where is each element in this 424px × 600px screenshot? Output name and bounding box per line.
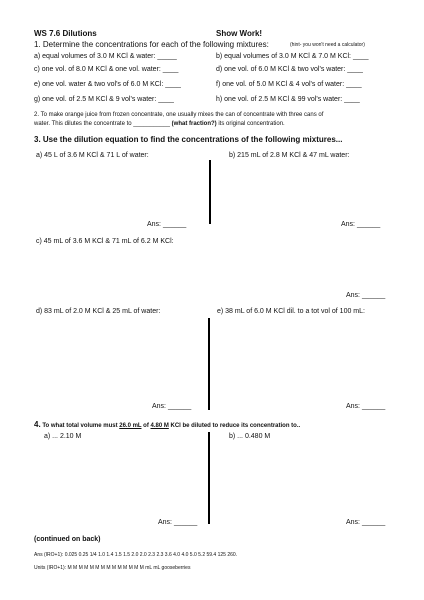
q1-item-e: e) one vol. water & two vol's of 6.0 M KCl: ____ (34, 81, 181, 88)
q1-hint: (hint- you won't need a calculator) (290, 42, 365, 48)
answer-key-line: Ans (IRO+1): 0.025 0.25 1/4 1.0 1.4 1.5 1.5 2.0 2.0 2.3 2.3 3.6 4.0 4.0 5.0 5.2 59.4 125 260. (34, 552, 238, 558)
q3-de-divider (208, 318, 210, 410)
q4-ab-divider (208, 432, 210, 524)
q3-c-answer: Ans: ______ (346, 292, 386, 299)
q3-ab-divider (209, 160, 211, 224)
continued-on-back: (continued on back) (34, 536, 101, 543)
q3-e-answer: Ans: ______ (346, 403, 386, 410)
q3-item-d: d) 83 mL of 2.0 M KCl & 25 mL of water: (36, 308, 161, 315)
q2-line-1: 2. To make orange juice from frozen concentrate, one usually mixes the can of concentrate with three cans of (34, 112, 324, 118)
q2-line-2-start: water. This dilutes the concentrate to ___________ (34, 121, 170, 127)
q1-item-b: b) equal volumes of 3.0 M KCl & 7.0 M KCl: ____ (216, 53, 369, 60)
q1-item-a: a) equal volumes of 3.0 M KCl & water: _____ (34, 53, 177, 60)
q3-heading: 3. Use the dilution equation to find the concentrations of the following mixtures... (34, 135, 343, 144)
q1-item-g: g) one vol. of 2.5 M KCl & 9 vol's water: ____ (34, 96, 174, 103)
q2-line-2-end: its original concentration. (216, 121, 285, 127)
q3-b-answer: Ans: ______ (341, 221, 381, 228)
q4-concentration: 4.80 M (150, 423, 169, 429)
q1-item-f: f) one vol. of 5.0 M KCl & 4 vol's of water: ____ (216, 81, 362, 88)
q2-what-fraction: (what fraction?) (171, 121, 217, 127)
q3-a-answer: Ans: ______ (147, 221, 187, 228)
q1-prompt: 1. Determine the concentrations for each of the following mixtures: (34, 40, 269, 49)
q3-item-e: e) 38 mL of 6.0 M KCl dil. to a tot vol of 100 mL: (217, 308, 365, 315)
q4-text-1: To what total volume must (40, 423, 120, 429)
q1-item-c: c) one vol. of 8.0 M KCl & one vol. water: ____ (34, 66, 179, 73)
q4-item-a: a) ... 2.10 M (44, 433, 82, 440)
q4-volume: 26.0 mL (119, 423, 142, 429)
q4-a-answer: Ans: ______ (158, 519, 198, 526)
q4-b-answer: Ans: ______ (346, 519, 386, 526)
q2-line-2 (34, 121, 285, 127)
q1-item-h: h) one vol. of 2.5 M KCl & 99 vol's water: ____ (216, 96, 360, 103)
q3-item-b: b) 215 mL of 2.8 M KCl & 47 mL water: (229, 152, 350, 159)
q3-item-c: c) 45 mL of 3.6 M KCl & 71 mL of 6.2 M KCl: (36, 238, 174, 245)
q3-d-answer: Ans: ______ (152, 403, 192, 410)
q3-item-a: a) 45 L of 3.6 M KCl & 71 L of water: (36, 152, 149, 159)
q4-number: 4. (34, 420, 41, 429)
units-key-line: Units (IRO+1): M M M M M M M M M M M M M M mL mL gooseberries (34, 565, 191, 571)
q4-text-2: of (141, 423, 151, 429)
worksheet-title: WS 7.6 Dilutions (34, 29, 97, 38)
q4-item-b: b) ... 0.480 M (229, 433, 271, 440)
show-work-label: Show Work! (216, 29, 263, 38)
q4-text-3: KCl be diluted to reduce its concentration to.. (168, 423, 301, 429)
q4-prompt (34, 421, 300, 429)
q1-item-d: d) one vol. of 6.0 M KCl & two vol's water: ____ (216, 66, 363, 73)
